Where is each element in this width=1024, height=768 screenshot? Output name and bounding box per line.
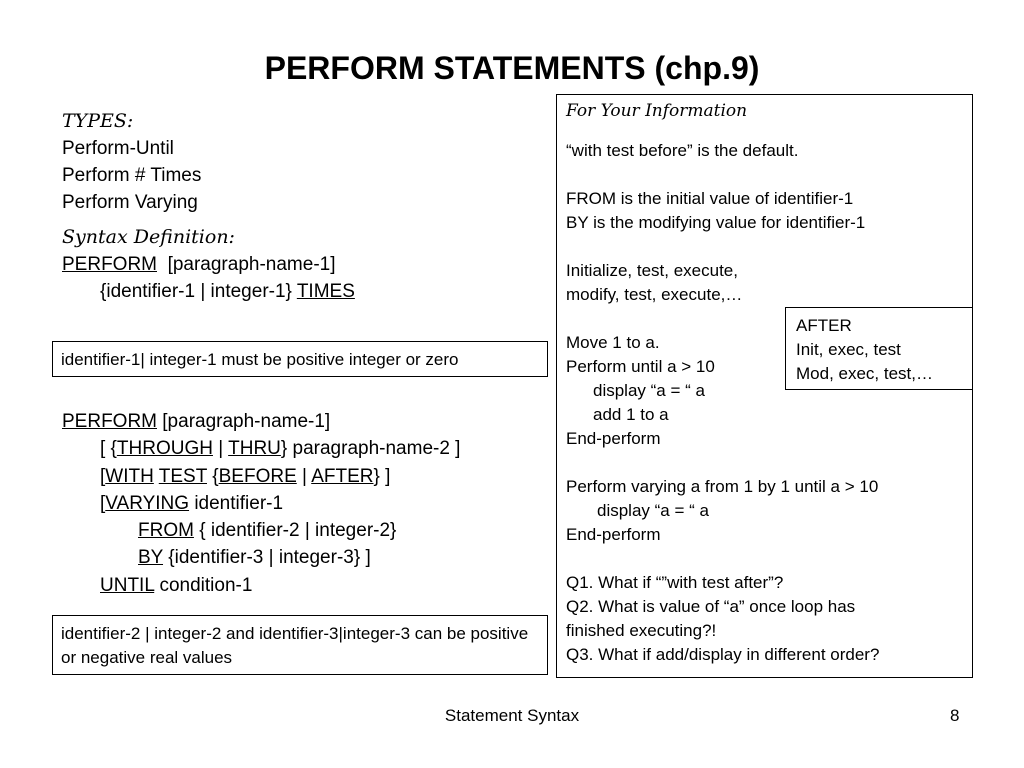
code-line: display “a = “ a — [597, 501, 709, 520]
syntax-text: {identifier-1 | integer-1} — [100, 281, 292, 302]
after-line: Mod, exec, test,… — [796, 364, 933, 383]
keyword-after: AFTER — [311, 465, 374, 487]
code-line: add 1 to a — [593, 405, 669, 424]
after-box — [785, 307, 973, 390]
keyword-by: BY — [138, 547, 164, 569]
syntax2-line7 — [62, 572, 460, 599]
code-line: End-perform — [566, 525, 661, 544]
syntax-text: identifier-1 — [194, 492, 284, 514]
code-line: Perform until a > 10 — [566, 357, 715, 376]
syntax-text: [ { — [100, 438, 117, 460]
keyword-test: TEST — [158, 465, 207, 487]
fyi-line: Initialize, test, execute, — [566, 261, 738, 280]
syntax2-line4 — [62, 490, 460, 517]
syntax2-line3 — [62, 463, 460, 490]
fyi-line: FROM is the initial value of identifier-1 — [566, 189, 854, 208]
syntax-text: [ — [100, 492, 106, 514]
keyword-perform: PERFORM — [62, 254, 157, 275]
after-line: AFTER — [796, 316, 852, 335]
code-line: End-perform — [566, 429, 661, 448]
keyword-with: WITH — [105, 465, 154, 487]
code-line: Move 1 to a. — [566, 333, 660, 352]
question-line: Q1. What if “”with test after”? — [566, 573, 784, 592]
types-item: Perform-Until — [62, 138, 174, 159]
syntax-text: condition-1 — [159, 574, 253, 596]
left-column — [62, 108, 355, 305]
after-line: Init, exec, test — [796, 340, 901, 359]
syntax-text: { — [212, 465, 219, 487]
keyword-until: UNTIL — [100, 574, 155, 596]
note-box-2: identifier-2 | integer-2 and identifier-3|integer-3 can be positive or negative real values — [52, 615, 548, 675]
keyword-times: TIMES — [296, 281, 355, 302]
syntax-heading: Syntax Definition: — [62, 226, 235, 248]
keyword-thru: THRU — [228, 438, 281, 460]
types-heading: TYPES: — [62, 110, 134, 132]
fyi-line: BY is the modifying value for identifier-1 — [566, 213, 866, 232]
syntax-text: } ] — [373, 465, 391, 487]
code-line: display “a = “ a — [593, 381, 705, 400]
syntax2-line1 — [62, 408, 460, 435]
types-item: Perform # Times — [62, 165, 202, 186]
keyword-before: BEFORE — [218, 465, 297, 487]
syntax-text: | — [218, 438, 224, 460]
keyword-varying: VARYING — [105, 492, 190, 514]
fyi-heading: For Your Information — [566, 101, 748, 121]
footer-text: Statement Syntax — [444, 706, 580, 725]
syntax-text: [paragraph-name-1] — [162, 411, 331, 432]
keyword-perform: PERFORM — [62, 411, 157, 432]
syntax1-line1 — [62, 251, 355, 278]
syntax2-line2 — [62, 435, 460, 462]
page-number: 8 — [950, 706, 960, 725]
syntax2-line5 — [62, 517, 460, 544]
question-line: Q3. What if add/display in different order? — [566, 645, 880, 664]
question-line: finished executing?! — [566, 621, 717, 640]
keyword-through: THROUGH — [116, 438, 213, 460]
syntax-text: [paragraph-name-1] — [167, 254, 336, 275]
code-line: Perform varying a from 1 by 1 until a > 10 — [566, 477, 879, 496]
syntax2-block — [62, 408, 460, 599]
fyi-line: “with test before” is the default. — [566, 141, 799, 160]
syntax-text: [ — [100, 465, 106, 487]
syntax1-line2 — [62, 278, 355, 305]
syntax2-line6 — [62, 544, 460, 571]
keyword-from: FROM — [138, 520, 194, 542]
page-title: PERFORM STATEMENTS (chp.9) — [264, 50, 760, 86]
syntax-text: { identifier-2 | integer-2} — [199, 520, 397, 542]
syntax-text: | — [302, 465, 307, 487]
syntax-text: } paragraph-name-2 ] — [280, 438, 461, 460]
note-box-1: identifier-1| integer-1 must be positive integer or zero — [52, 341, 548, 377]
fyi-line: modify, test, execute,… — [566, 285, 743, 304]
types-item: Perform Varying — [62, 192, 198, 213]
syntax-text: {identifier-3 | integer-3} ] — [168, 547, 371, 569]
question-line: Q2. What is value of “a” once loop has — [566, 597, 856, 616]
